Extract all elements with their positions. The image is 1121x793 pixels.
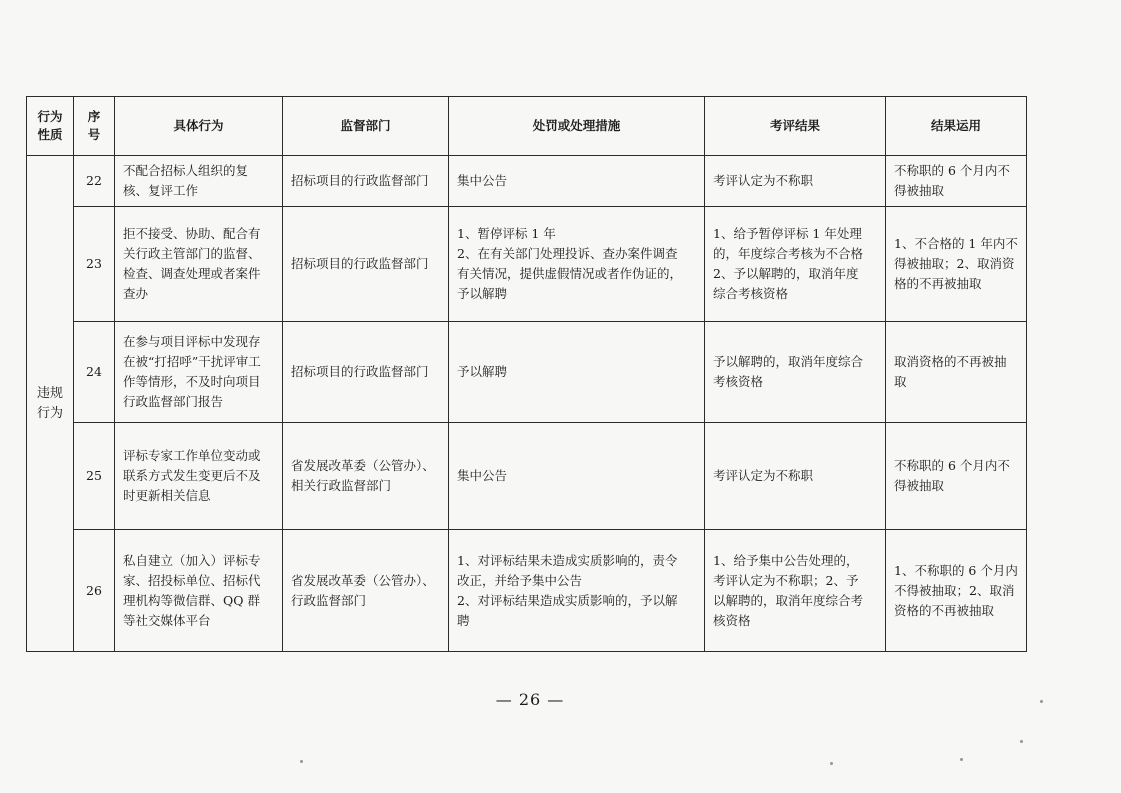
department-cell: 省发展改革委（公管办）、 相关行政监督部门 (283, 423, 449, 530)
header-measures: 处罚或处理措施 (449, 97, 705, 156)
nature-cell: 违规 行为 (27, 156, 74, 652)
header-nature: 行为 性质 (27, 97, 74, 156)
behavior-cell: 拒不接受、协助、配合有 关行政主管部门的监督、 检查、调查处理或者案件 查办 (115, 207, 283, 322)
header-behavior: 具体行为 (115, 97, 283, 156)
department-cell: 招标项目的行政监督部门 (283, 207, 449, 322)
scan-speck (300, 760, 303, 763)
header-department: 监督部门 (283, 97, 449, 156)
department-cell: 招标项目的行政监督部门 (283, 156, 449, 207)
measures-cell: 1、对评标结果未造成实质影响的，责令 改正，并给予集中公告 2、对评标结果造成实质影响的，予以解 聘 (449, 530, 705, 652)
behavior-cell: 私自建立（加入）评标专 家、招投标单位、招标代 理机构等微信群、QQ 群 等社交媒体平台 (115, 530, 283, 652)
table-row (27, 530, 1027, 652)
application-cell: 1、不合格的 1 年内不 得被抽取；2、取消资 格的不再被抽取 (886, 207, 1027, 322)
table-row (27, 156, 1027, 207)
evaluation-cell: 予以解聘的，取消年度综合 考核资格 (705, 322, 886, 423)
table-row (27, 322, 1027, 423)
behavior-cell: 评标专家工作单位变动或 联系方式发生变更后不及 时更新相关信息 (115, 423, 283, 530)
scan-speck (830, 762, 833, 765)
seq-cell: 25 (74, 423, 115, 530)
evaluation-cell: 考评认定为不称职 (705, 156, 886, 207)
page-number: — 26 — (495, 690, 565, 709)
seq-cell: 22 (74, 156, 115, 207)
measures-cell: 集中公告 (449, 423, 705, 530)
seq-cell: 23 (74, 207, 115, 322)
table-header-row (27, 97, 1027, 156)
evaluation-cell: 1、给予集中公告处理的， 考评认定为不称职；2、予 以解聘的，取消年度综合考 核资格 (705, 530, 886, 652)
measures-cell: 集中公告 (449, 156, 705, 207)
measures-cell: 予以解聘 (449, 322, 705, 423)
scan-speck (960, 758, 963, 761)
header-evaluation: 考评结果 (705, 97, 886, 156)
application-cell: 1、不称职的 6 个月内 不得被抽取；2、取消 资格的不再被抽取 (886, 530, 1027, 652)
application-cell: 取消资格的不再被抽 取 (886, 322, 1027, 423)
scan-speck (1020, 740, 1023, 743)
behavior-cell: 在参与项目评标中发现存 在被“打招呼”干扰评审工 作等情形，不及时向项目 行政监督部门报告 (115, 322, 283, 423)
header-application: 结果运用 (886, 97, 1027, 156)
application-cell: 不称职的 6 个月内不 得被抽取 (886, 423, 1027, 530)
scan-speck (1040, 700, 1043, 703)
evaluation-cell: 考评认定为不称职 (705, 423, 886, 530)
department-cell: 招标项目的行政监督部门 (283, 322, 449, 423)
seq-cell: 26 (74, 530, 115, 652)
department-cell: 省发展改革委（公管办）、 行政监督部门 (283, 530, 449, 652)
measures-cell: 1、暂停评标 1 年 2、在有关部门处理投诉、查办案件调查 有关情况，提供虚假情况或者作伪证的， 予以解聘 (449, 207, 705, 322)
seq-cell: 24 (74, 322, 115, 423)
table-row (27, 423, 1027, 530)
header-seq: 序 号 (74, 97, 115, 156)
table-row (27, 207, 1027, 322)
behavior-cell: 不配合招标人组织的复 核、复评工作 (115, 156, 283, 207)
violation-rules-table (26, 96, 1027, 652)
evaluation-cell: 1、给予暂停评标 1 年处理 的，年度综合考核为不合格 2、予以解聘的，取消年度 综合考核资格 (705, 207, 886, 322)
application-cell: 不称职的 6 个月内不 得被抽取 (886, 156, 1027, 207)
